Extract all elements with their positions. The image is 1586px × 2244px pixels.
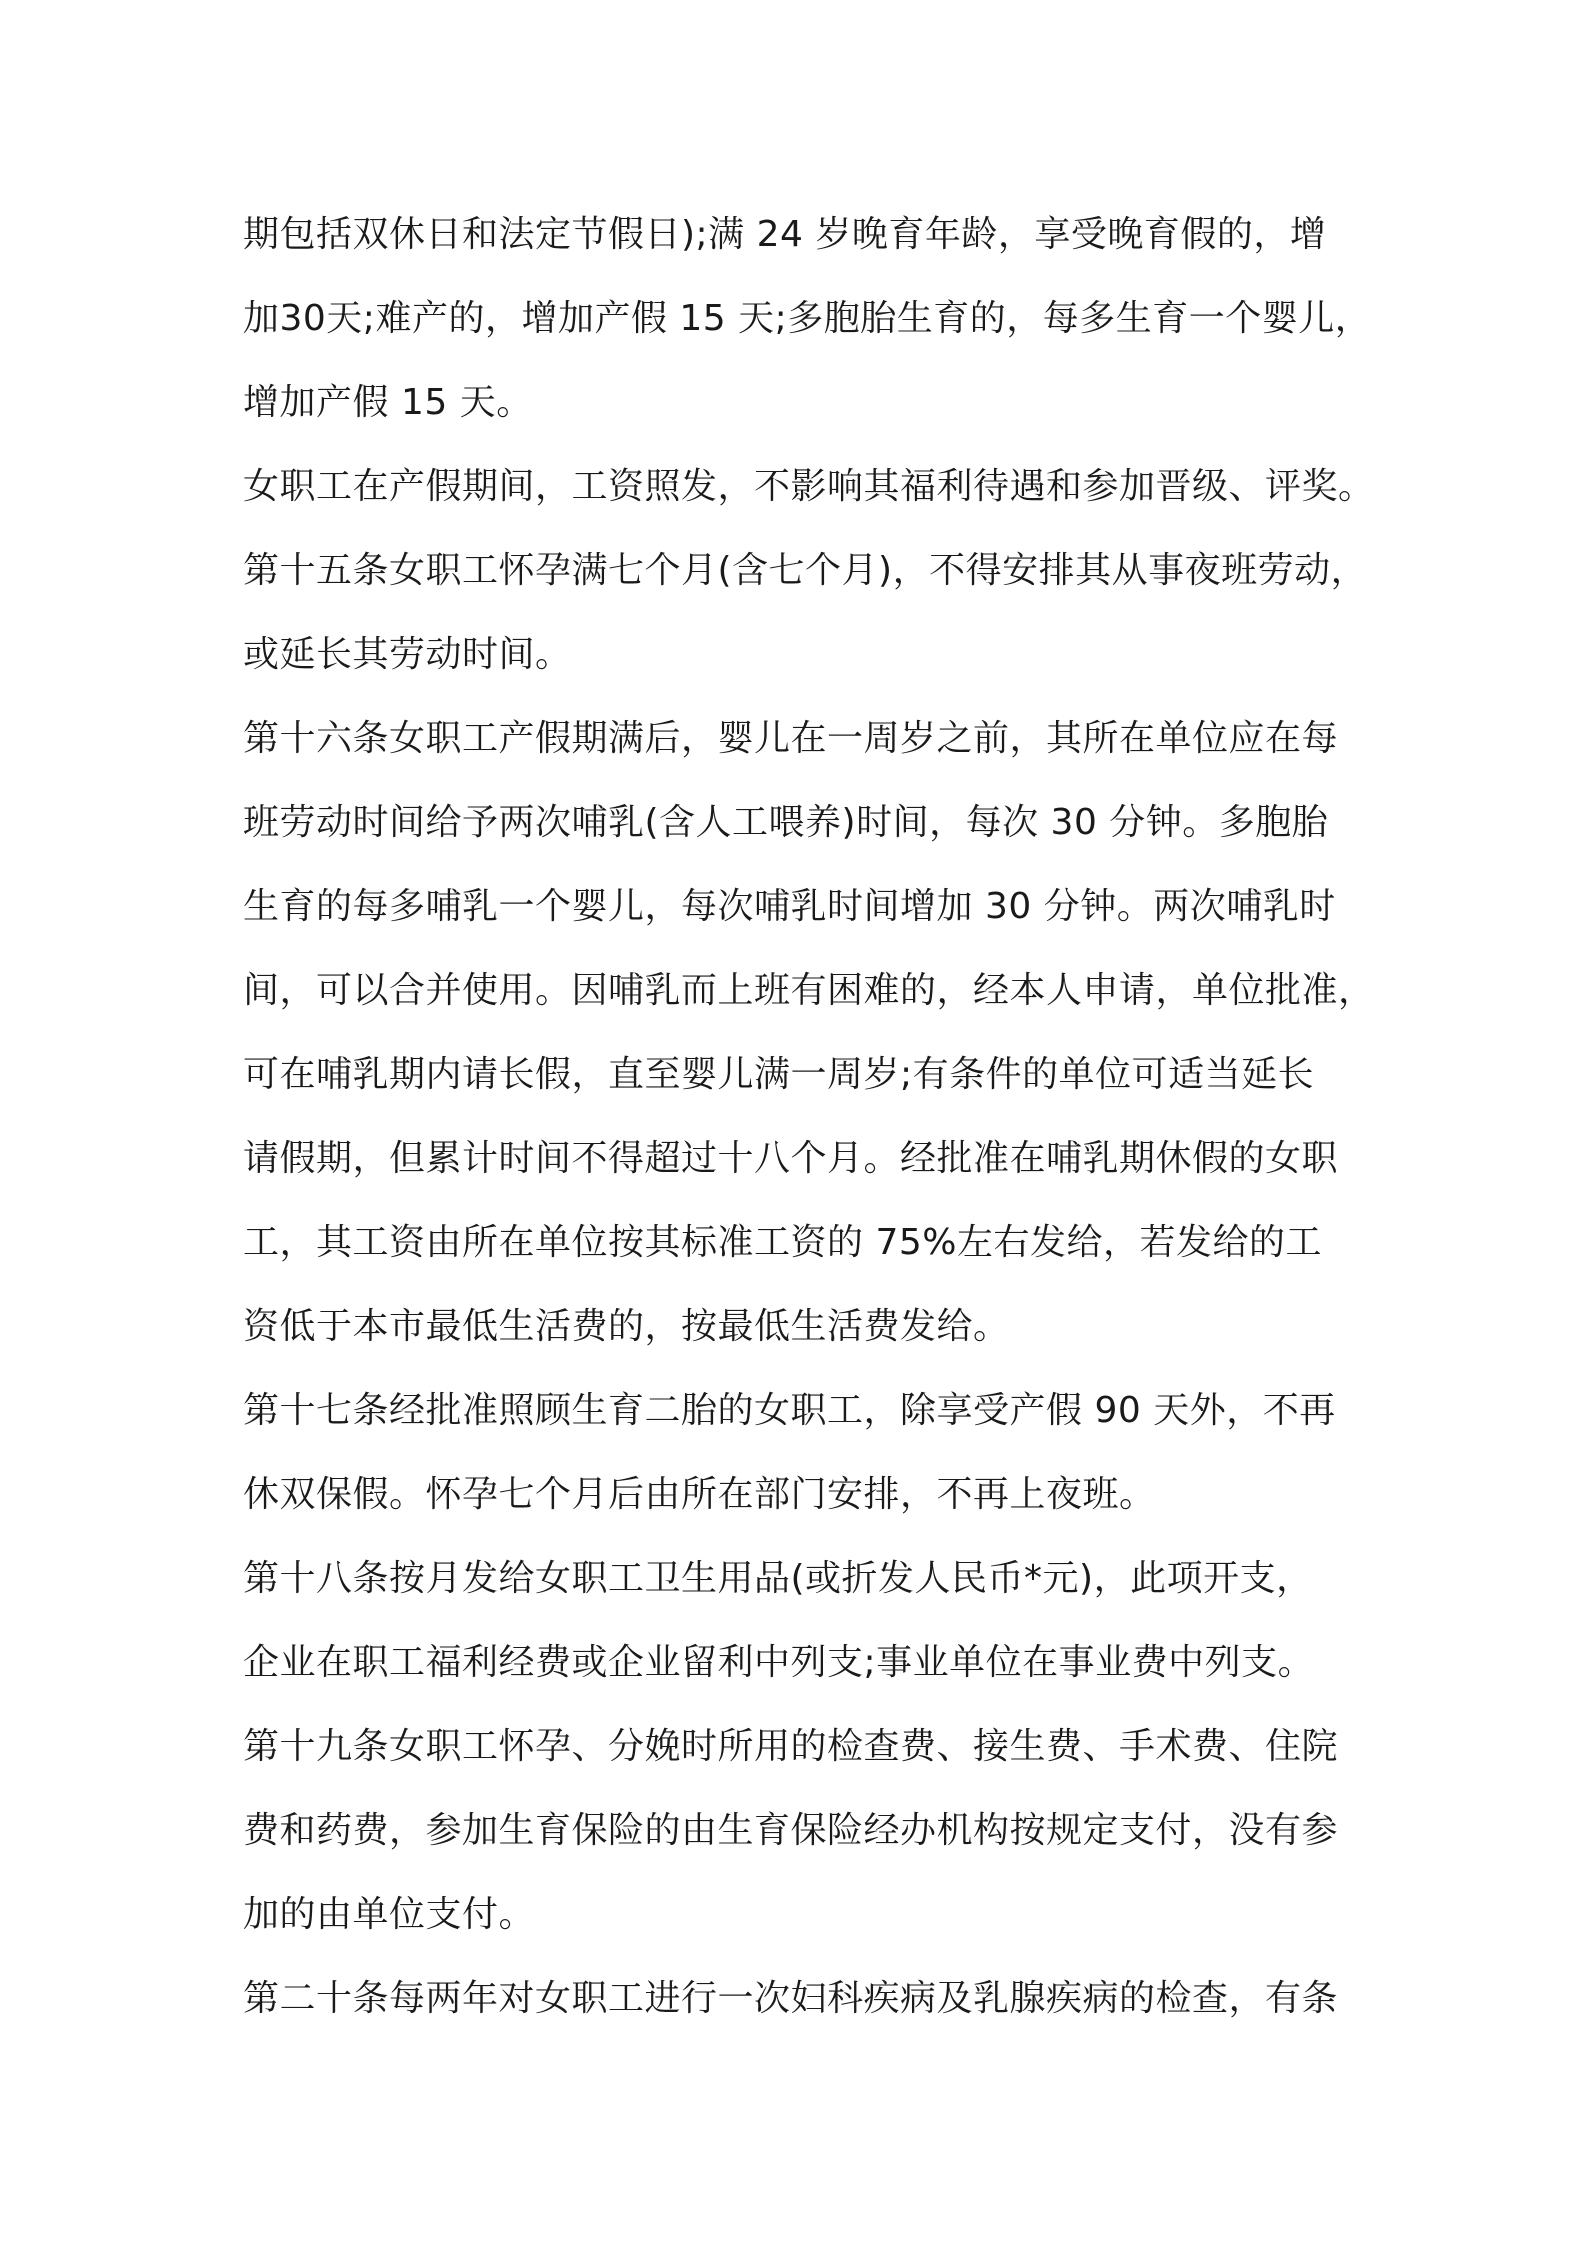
text-line: 间，可以合并使用。因哺乳而上班有困难的，经本人申请，单位批准， [243,970,1375,1011]
text-line: 请假期，但累计时间不得超过十八个月。经批准在哺乳期休假的女职 [243,1138,1339,1179]
text-line: 期包括双休日和法定节假日);满 24 岁晚育年龄，享受晚育假的，增 [243,214,1327,255]
text-line: 第二十条每两年对女职工进行一次妇科疾病及乳腺疾病的检查，有条 [243,1978,1339,2019]
text-line: 第十五条女职工怀孕满七个月(含七个月)，不得安排其从事夜班劳动， [243,550,1368,591]
text-line: 费和药费，参加生育保险的由生育保险经办机构按规定支付，没有参 [243,1810,1339,1851]
text-line: 可在哺乳期内请长假，直至婴儿满一周岁;有条件的单位可适当延长 [243,1054,1315,1095]
text-line: 生育的每多哺乳一个婴儿，每次哺乳时间增加 30 分钟。两次哺乳时 [243,886,1336,927]
text-line: 班劳动时间给予两次哺乳(含人工喂养)时间，每次 30 分钟。多胞胎 [243,802,1329,843]
text-line: 第十六条女职工产假期满后，婴儿在一周岁之前，其所在单位应在每 [243,718,1339,759]
text-line: 加的由单位支付。 [243,1894,536,1935]
text-line: 休双保假。怀孕七个月后由所在部门安排，不再上夜班。 [243,1474,1156,1515]
text-line: 加30天;难产的，增加产假 15 天;多胞胎生育的，每多生育一个婴儿， [243,298,1372,339]
text-line: 企业在职工福利经费或企业留利中列支;事业单位在事业费中列支。 [243,1642,1315,1683]
text-line: 女职工在产假期间，工资照发，不影响其福利待遇和参加晋级、评奖。 [243,466,1375,507]
text-line: 第十九条女职工怀孕、分娩时所用的检查费、接生费、手术费、住院 [243,1726,1339,1767]
document-body [243,193,1375,2041]
text-line: 工，其工资由所在单位按其标准工资的 75%左右发给，若发给的工 [243,1222,1322,1263]
text-line: 增加产假 15 天。 [243,382,533,423]
text-line: 或延长其劳动时间。 [243,634,572,675]
text-line: 资低于本市最低生活费的，按最低生活费发给。 [243,1306,1010,1347]
text-line: 第十八条按月发给女职工卫生用品(或折发人民币*元)，此项开支， [243,1558,1313,1599]
text-line: 第十七条经批准照顾生育二胎的女职工，除享受产假 90 天外，不再 [243,1390,1336,1431]
